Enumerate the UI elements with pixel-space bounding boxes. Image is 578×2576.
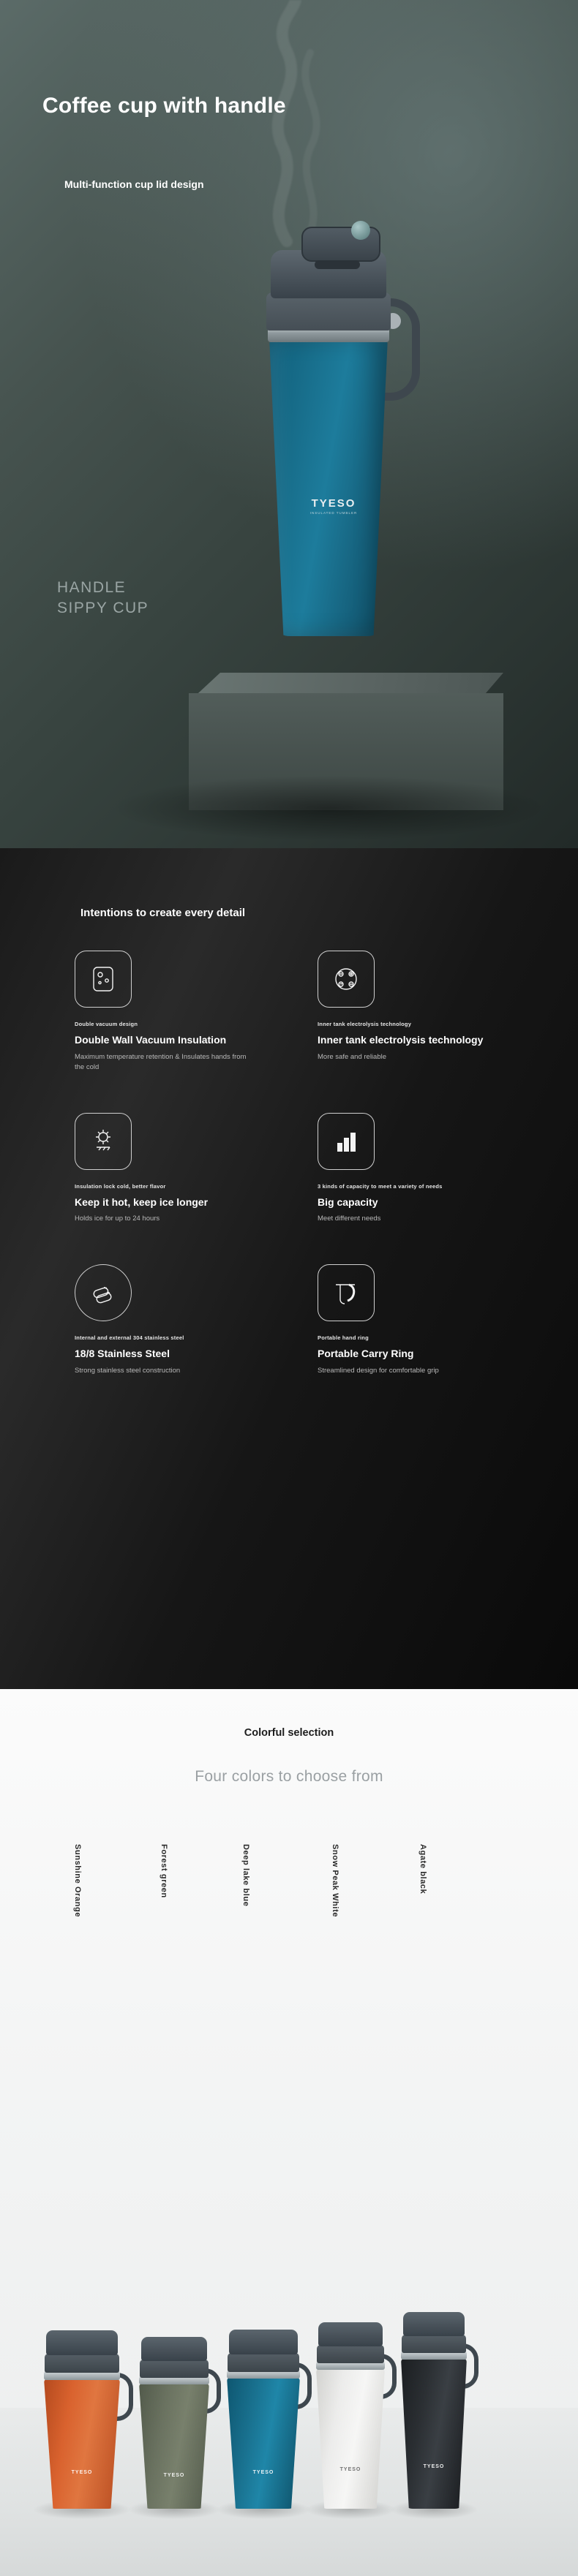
feature-kicker: Portable hand ring [318, 1334, 369, 1342]
brand-logo [299, 497, 369, 515]
feature-description: More safe and reliable [318, 1052, 386, 1061]
variant-collar [140, 2360, 209, 2378]
feature-kicker: Inner tank electrolysis technology [318, 1021, 412, 1027]
feature-item [75, 951, 258, 1073]
feature-kicker: 3 kinds of capacity to meet a variety of needs [318, 1182, 443, 1190]
feature-headline: Keep it hot, keep ice longer [75, 1196, 209, 1208]
color-label-forest-green: Forest green [159, 1844, 168, 1898]
page-title: Coffee cup with handle [42, 94, 286, 118]
feature-description: Holds ice for up to 24 hours [75, 1215, 160, 1223]
variant-collar [402, 2335, 466, 2353]
color-variant-sunshine-orange[interactable] [44, 2326, 120, 2509]
carry-ring-icon [318, 1264, 375, 1321]
feature-kicker: Internal and external 304 stainless steel [75, 1334, 184, 1342]
variant-logo: TYESO [339, 2467, 361, 2472]
ice-lock-icon [75, 1113, 132, 1170]
color-variants-row [0, 2167, 578, 2576]
color-variant-forest-green[interactable] [139, 2327, 209, 2509]
feature-description: Maximum temperature retention & Insulates hands from the cold [75, 1052, 247, 1072]
variant-body [139, 2383, 209, 2509]
variant-body [316, 2368, 385, 2509]
feature-headline: Inner tank electrolysis technology [318, 1034, 484, 1046]
hero-section [0, 0, 578, 848]
variant-body [44, 2379, 120, 2509]
hero-side-caption [57, 578, 149, 619]
hero-subtitle: Multi-function cup lid design [64, 178, 204, 190]
pedestal-shadow [110, 775, 549, 841]
variant-logo: TYESO [252, 2470, 274, 2475]
brand-logo-text: TYESO [311, 497, 356, 510]
feature-headline: Big capacity [318, 1196, 378, 1208]
variant-lid [46, 2330, 118, 2355]
cup-body [269, 338, 388, 636]
hero-product-image [241, 183, 446, 695]
brand-logo-subtext: INSULATED TUMBLER [309, 511, 358, 515]
features-grid [75, 951, 514, 1376]
feature-kicker: Double vacuum design [75, 1021, 138, 1027]
feature-description: Meet different needs [318, 1215, 381, 1223]
feature-item [318, 1113, 500, 1225]
color-label-snow-peak-white: Snow Peak White [331, 1844, 339, 1918]
features-title: Intentions to create every detail [80, 907, 246, 919]
features-section [0, 848, 578, 1689]
colors-title: Colorful selection [244, 1727, 334, 1739]
color-variant-deep-lake-blue[interactable] [227, 2319, 300, 2509]
hero-side-line1: HANDLE [57, 579, 127, 596]
color-label-sunshine-orange: Sunshine Orange [73, 1844, 82, 1918]
color-variant-agate-black[interactable] [401, 2300, 467, 2509]
variant-lid [141, 2337, 207, 2361]
feature-headline: Portable Carry Ring [318, 1348, 414, 1360]
capacity-bars-icon [318, 1113, 375, 1170]
variant-body [227, 2377, 300, 2509]
color-label-agate-black: Agate black [419, 1844, 427, 1895]
color-variant-snow-peak-white[interactable] [316, 2310, 385, 2509]
feature-item [75, 1264, 258, 1376]
colors-subtitle: Four colors to choose from [195, 1768, 383, 1785]
variant-collar [317, 2345, 384, 2363]
feature-item [318, 951, 500, 1073]
stainless-steel-icon [75, 1264, 132, 1321]
color-label-row [0, 1844, 578, 1968]
variant-lid [403, 2312, 465, 2336]
feature-headline: 18/8 Stainless Steel [75, 1348, 170, 1360]
double-vacuum-icon [75, 951, 132, 1008]
feature-description: Strong stainless steel construction [75, 1366, 181, 1375]
color-label-deep-lake-blue: Deep lake blue [241, 1844, 250, 1907]
variant-collar [45, 2354, 119, 2373]
feature-description: Streamlined design for comfortable grip [318, 1366, 439, 1375]
feature-item [318, 1264, 500, 1376]
colors-section [0, 1689, 578, 2576]
lid-button-icon [351, 221, 370, 240]
variant-lid [318, 2322, 383, 2346]
feature-headline: Double Wall Vacuum Insulation [75, 1034, 227, 1046]
variant-lid [229, 2330, 298, 2354]
electrolysis-icon [318, 951, 375, 1008]
variant-logo: TYESO [423, 2464, 445, 2469]
hero-side-line2: SIPPY CUP [57, 600, 149, 617]
feature-item [75, 1113, 258, 1225]
lid-drink-slot [315, 260, 360, 269]
variant-collar [228, 2353, 299, 2372]
feature-kicker: Insulation lock cold, better flavor [75, 1182, 166, 1190]
variant-logo: TYESO [71, 2470, 93, 2475]
variant-logo: TYESO [163, 2473, 185, 2478]
variant-body [401, 2358, 467, 2509]
